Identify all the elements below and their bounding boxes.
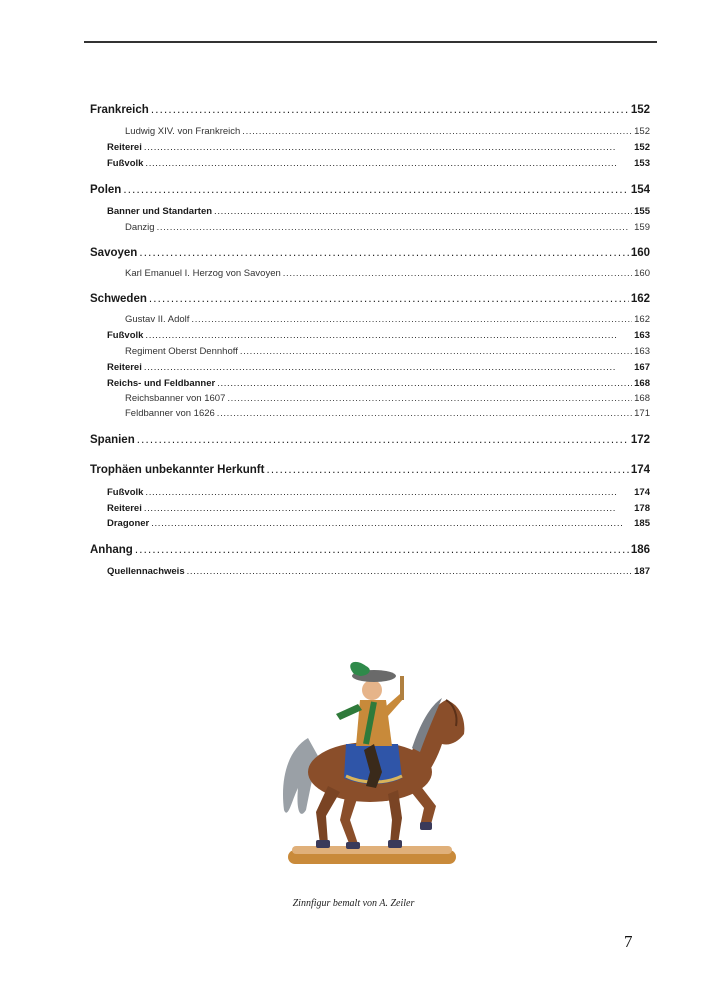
- rider-head: [362, 680, 382, 700]
- toc-entry-reichsbanner[interactable]: [125, 393, 650, 404]
- toc-title: Ludwig XIV. von Frankreich: [125, 126, 241, 137]
- horse-leg-back-right: [340, 792, 358, 846]
- toc-page: 153: [634, 158, 650, 169]
- toc-leader: [266, 464, 628, 476]
- toc-page: 154: [630, 184, 650, 196]
- toc-title: Frankreich: [90, 104, 149, 116]
- toc-page: 168: [634, 378, 650, 389]
- toc-leader: [227, 393, 632, 404]
- toc-leader: [144, 503, 632, 514]
- toc-entry-quellennachweis[interactable]: [107, 566, 650, 577]
- toc-entry-savoyen[interactable]: [90, 247, 650, 259]
- toc-entry-polen[interactable]: [90, 184, 650, 196]
- toc-entry-gustav[interactable]: [125, 314, 650, 325]
- toc-page: 160: [630, 247, 650, 259]
- toc-title: Reiterei: [107, 142, 142, 153]
- toc-page: 168: [634, 393, 650, 404]
- toc-page: 160: [634, 268, 650, 279]
- toc-leader: [242, 126, 632, 137]
- toc-leader: [157, 222, 633, 233]
- toc-leader: [187, 566, 633, 577]
- toc-leader: [137, 434, 629, 446]
- toc-title: Dragoner: [107, 518, 150, 529]
- tin-figure-illustration: [270, 660, 470, 870]
- toc-leader: [283, 268, 632, 279]
- toc-leader: [123, 184, 629, 196]
- toc-leader: [145, 487, 632, 498]
- toc-entry-feldbanner[interactable]: [125, 408, 650, 419]
- toc-entry-spanien[interactable]: [90, 434, 650, 446]
- toc-entry-anhang[interactable]: [90, 544, 650, 556]
- toc-entry-frankreich[interactable]: [90, 104, 650, 116]
- toc-title: Schweden: [90, 293, 147, 305]
- toc-page: 152: [634, 126, 650, 137]
- top-rule: [84, 41, 657, 43]
- toc-title: Spanien: [90, 434, 135, 446]
- toc-title: Karl Emanuel I. Herzog von Savoyen: [125, 268, 281, 279]
- toc-entry-banner[interactable]: [107, 206, 650, 217]
- toc-leader: [144, 362, 632, 373]
- toc-leader: [145, 330, 632, 341]
- toc-page: 162: [634, 314, 650, 325]
- toc-page: 152: [630, 104, 650, 116]
- toc-entry-schweden[interactable]: [90, 293, 650, 305]
- toc-entry-fussvolk[interactable]: [107, 487, 650, 498]
- rider-baton: [400, 676, 404, 700]
- toc-title: Gustav II. Adolf: [125, 314, 190, 325]
- toc-page: 162: [630, 293, 650, 305]
- toc-leader: [240, 346, 632, 357]
- toc-entry-trophaeen[interactable]: [90, 464, 650, 476]
- toc-title: Danzig: [125, 222, 155, 233]
- toc-title: Reiterei: [107, 503, 142, 514]
- toc-page: 159: [634, 222, 650, 233]
- toc-title: Savoyen: [90, 247, 138, 259]
- toc-title: Regiment Oberst Dennhoff: [125, 346, 238, 357]
- toc-leader: [151, 518, 632, 529]
- toc-entry-reiterei[interactable]: [107, 362, 650, 373]
- toc-leader: [217, 378, 632, 389]
- toc-title: Feldbanner von 1626: [125, 408, 215, 419]
- toc-entry-reichs-feldbanner[interactable]: [107, 378, 650, 389]
- toc-entry-reiterei[interactable]: [107, 142, 650, 153]
- hat-feather: [350, 662, 370, 676]
- toc-entry-fussvolk[interactable]: [107, 330, 650, 341]
- toc-entry-reiterei[interactable]: [107, 503, 650, 514]
- toc-leader: [135, 544, 629, 556]
- toc-title: Reichsbanner von 1607: [125, 393, 226, 404]
- toc-title: Banner und Standarten: [107, 206, 213, 217]
- toc-title: Polen: [90, 184, 122, 196]
- toc-title: Quellennachweis: [107, 566, 185, 577]
- toc-page: 174: [630, 464, 650, 476]
- toc-title: Fußvolk: [107, 487, 144, 498]
- toc-leader: [217, 408, 632, 419]
- toc-page: 163: [634, 346, 650, 357]
- toc-page: 172: [630, 434, 650, 446]
- toc-page: 186: [630, 544, 650, 556]
- toc-leader: [191, 314, 632, 325]
- toc-leader: [145, 158, 632, 169]
- toc-leader: [144, 142, 632, 153]
- toc-page: 152: [634, 142, 650, 153]
- toc-leader: [139, 247, 629, 259]
- toc-title: Fußvolk: [107, 330, 144, 341]
- toc-title: Reiterei: [107, 362, 142, 373]
- toc-title: Reichs- und Feldbanner: [107, 378, 216, 389]
- toc-leader: [149, 293, 629, 305]
- toc-page: 187: [634, 566, 650, 577]
- toc-entry-fussvolk[interactable]: [107, 158, 650, 169]
- toc-page: 155: [634, 206, 650, 217]
- toc-page: 185: [634, 518, 650, 529]
- toc-page: 167: [634, 362, 650, 373]
- toc-entry-dennhoff[interactable]: [125, 346, 650, 357]
- toc-page: 174: [634, 487, 650, 498]
- toc-entry-danzig[interactable]: [125, 222, 650, 233]
- toc-title: Trophäen unbekannter Herkunft: [90, 464, 265, 476]
- toc-page: 171: [634, 408, 650, 419]
- toc-title: Fußvolk: [107, 158, 144, 169]
- toc-entry-dragoner[interactable]: [107, 518, 650, 529]
- toc-page: 163: [634, 330, 650, 341]
- horse-leg-back-left: [316, 786, 340, 844]
- toc-title: Anhang: [90, 544, 133, 556]
- figure-caption: Zinnfigur bemalt von A. Zeiler: [292, 898, 415, 909]
- toc-entry-karl-emanuel[interactable]: [125, 268, 650, 279]
- toc-page: 178: [634, 503, 650, 514]
- toc-leader: [151, 104, 629, 116]
- page-number: 7: [624, 932, 633, 951]
- toc-leader: [214, 206, 632, 217]
- toc-entry-ludwig[interactable]: [125, 126, 650, 137]
